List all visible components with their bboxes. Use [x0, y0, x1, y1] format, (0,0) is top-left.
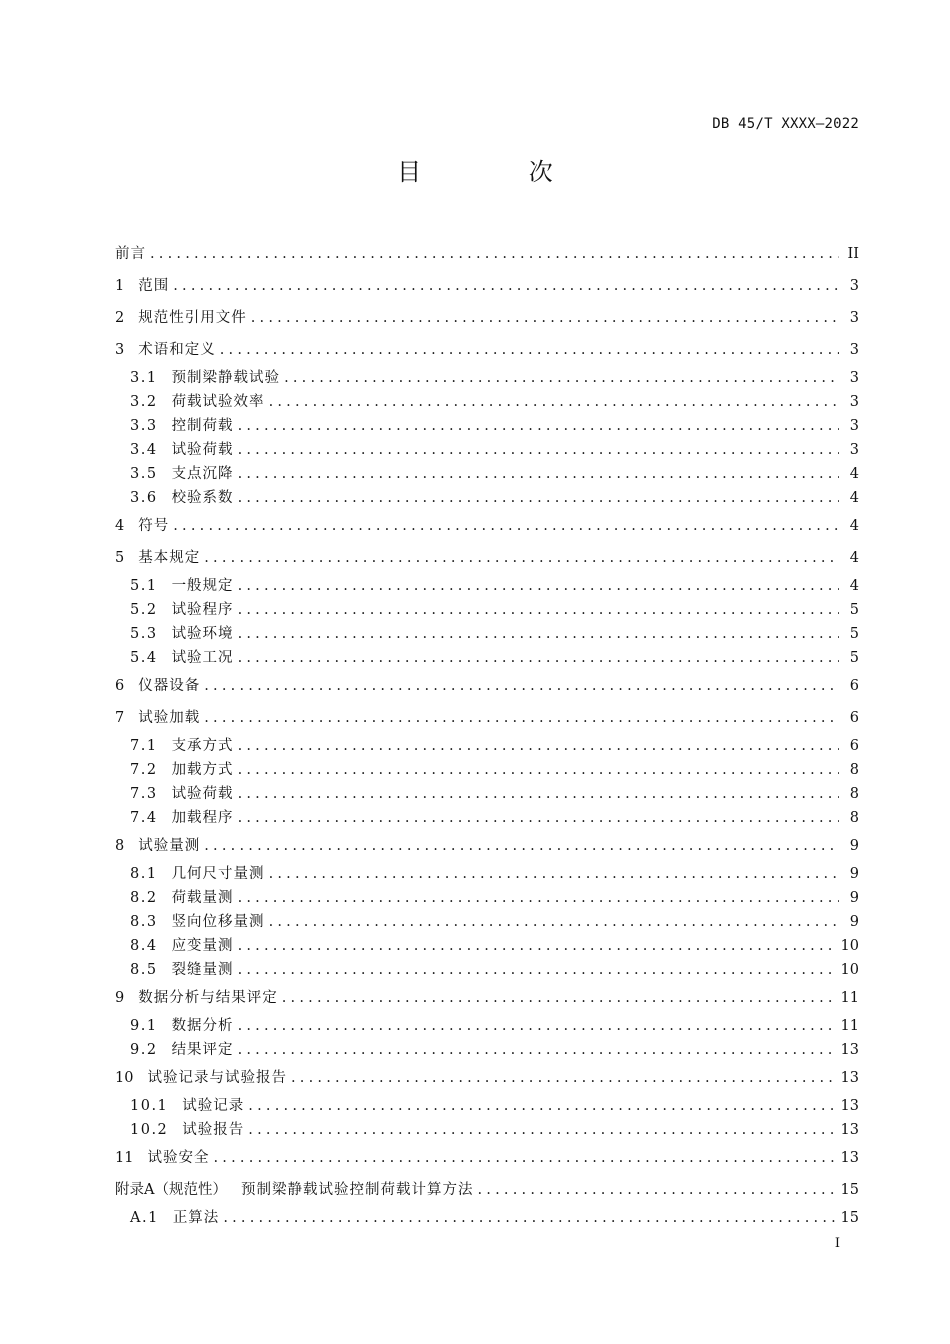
toc-entry-number: 5.3: [130, 626, 158, 642]
toc-entry-page: 8: [849, 762, 859, 778]
toc-entry-label: 基本规定: [138, 550, 201, 566]
toc-entry-label: 支承方式: [171, 738, 234, 754]
toc-entry-number: 6: [115, 678, 125, 694]
toc-entry[interactable]: [115, 734, 859, 758]
toc-entry-number: 1: [115, 278, 125, 294]
dot-leader: [282, 982, 835, 1014]
toc-entry-label: 荷载试验效率: [171, 394, 265, 410]
toc-entry-label: 前言: [115, 246, 146, 262]
toc-entry-number: 3.5: [130, 466, 158, 482]
toc-entry-page: 4: [849, 550, 859, 566]
toc-entry-number: 9: [115, 990, 125, 1006]
toc-entry-label: 范围: [138, 278, 170, 294]
toc-entry[interactable]: [115, 830, 859, 862]
dot-leader: [248, 1094, 834, 1118]
toc-entry-number: 3.3: [130, 418, 158, 434]
toc-entry-label: 符号: [138, 518, 170, 534]
toc-entry[interactable]: [115, 574, 859, 598]
toc-entry-number: 10.1: [130, 1098, 169, 1114]
toc-entry-number: 3: [115, 342, 125, 358]
toc-entry-number: 2: [115, 310, 125, 326]
toc-entry-page: 4: [849, 518, 859, 534]
dot-leader: [284, 366, 839, 390]
toc-entry[interactable]: [115, 598, 859, 622]
dot-leader: [213, 1142, 834, 1174]
dot-leader: [238, 646, 839, 670]
toc-entry-number: 5.1: [130, 578, 158, 594]
toc-entry-page: 15: [840, 1210, 859, 1226]
toc-entry-number: 3.1: [130, 370, 158, 386]
toc-entry[interactable]: [115, 366, 859, 390]
toc-entry[interactable]: [115, 670, 859, 702]
page-number: I: [834, 1236, 840, 1251]
toc-entry-page: 4: [849, 490, 859, 506]
toc-entry[interactable]: [115, 390, 859, 414]
dot-leader: [238, 486, 839, 510]
toc-entry-page: 5: [849, 626, 859, 642]
dot-leader: [173, 270, 839, 302]
dot-leader: [248, 1118, 834, 1142]
toc-entry-page: 10: [840, 938, 859, 954]
toc-entry[interactable]: [115, 1094, 859, 1118]
toc-entry-number: 8.4: [130, 938, 158, 954]
toc-entry[interactable]: [115, 622, 859, 646]
toc-entry-page: 5: [849, 602, 859, 618]
toc-entry-number: 7.4: [130, 810, 158, 826]
toc-entry[interactable]: [115, 646, 859, 670]
toc-entry-label: 试验荷载: [171, 786, 234, 802]
toc-entry-label: 试验记录与试验报告: [147, 1070, 287, 1086]
page-title: 目 次: [397, 158, 603, 186]
toc-entry-number: 5.2: [130, 602, 158, 618]
dot-leader: [238, 622, 839, 646]
toc-entry-page: 15: [840, 1182, 859, 1198]
toc-entry-label: 规范性引用文件: [138, 310, 247, 326]
toc-entry-page: 13: [840, 1098, 859, 1114]
toc-entry-page: 3: [849, 442, 859, 458]
toc-entry-page: 11: [840, 990, 859, 1006]
toc-entry-number: A.1: [130, 1210, 159, 1226]
toc-entry-label: 几何尺寸量测: [171, 866, 265, 882]
toc-entry-label: 校验系数: [171, 490, 234, 506]
toc-entry[interactable]: [115, 934, 859, 958]
toc-entry[interactable]: [115, 806, 859, 830]
toc-entry[interactable]: [115, 1118, 859, 1142]
dot-leader: [238, 462, 839, 486]
toc-entry-label: 加载方式: [171, 762, 234, 778]
dot-leader: [238, 438, 839, 462]
dot-leader: [204, 830, 839, 862]
toc-entry-label: 术语和定义: [138, 342, 216, 358]
toc-entry-page: 6: [849, 678, 859, 694]
toc-entry-label: 试验工况: [171, 650, 234, 666]
toc-entry[interactable]: [115, 782, 859, 806]
toc-entry-number: 11: [115, 1150, 134, 1166]
dot-leader: [238, 414, 839, 438]
toc-entry-label: 试验程序: [171, 602, 234, 618]
toc-entry-number: 7.3: [130, 786, 158, 802]
toc-entry-page: 9: [849, 914, 859, 930]
toc-entry[interactable]: [115, 302, 859, 334]
dot-leader: [238, 758, 839, 782]
toc-entry[interactable]: [115, 510, 859, 542]
dot-leader: [291, 1062, 835, 1094]
dot-leader: [150, 238, 839, 270]
dot-leader: [238, 958, 835, 982]
toc-entry-label: 试验安全: [147, 1150, 210, 1166]
toc-entry-page: 3: [849, 278, 859, 294]
toc-entry-label: 支点沉降: [171, 466, 234, 482]
toc-entry-page: 9: [849, 838, 859, 854]
toc-entry-page: II: [847, 246, 859, 262]
toc-entry-page: 4: [849, 578, 859, 594]
toc-entry-number: 3.2: [130, 394, 158, 410]
toc-entry[interactable]: [115, 910, 859, 934]
toc-entry[interactable]: [115, 702, 859, 734]
dot-leader: [238, 934, 835, 958]
toc-entry-page: 4: [849, 466, 859, 482]
toc-entry[interactable]: [115, 758, 859, 782]
toc-entry-number: 3.4: [130, 442, 158, 458]
toc-entry-page: 10: [840, 962, 859, 978]
toc-entry-number: 3.6: [130, 490, 158, 506]
toc-entry-label: 荷载量测: [171, 890, 234, 906]
toc-entry[interactable]: [115, 270, 859, 302]
toc-entry[interactable]: [115, 462, 859, 486]
toc-entry-number: 10.2: [130, 1122, 169, 1138]
dot-leader: [223, 1206, 834, 1230]
dot-leader: [238, 1014, 835, 1038]
toc-entry-page: 9: [849, 890, 859, 906]
toc-entry-label: 正算法: [172, 1210, 220, 1226]
toc-entry[interactable]: [115, 1014, 859, 1038]
toc-entry-label: 试验报告: [182, 1122, 245, 1138]
toc-entry-label: 竖向位移量测: [171, 914, 265, 930]
table-of-contents: [115, 238, 859, 1230]
toc-entry-label: 预制梁静载试验: [171, 370, 281, 386]
dot-leader: [220, 334, 839, 366]
dot-leader: [204, 542, 839, 574]
dot-leader: [204, 670, 839, 702]
dot-leader: [204, 702, 839, 734]
toc-entry[interactable]: [115, 958, 859, 982]
toc-entry-number: 9.2: [130, 1042, 158, 1058]
dot-leader: [269, 390, 839, 414]
toc-entry-page: 11: [840, 1018, 859, 1034]
toc-entry-number: 5: [115, 550, 125, 566]
dot-leader: [238, 598, 839, 622]
toc-entry-label: 试验荷载: [171, 442, 234, 458]
toc-entry-page: 13: [840, 1070, 859, 1086]
dot-leader: [238, 734, 839, 758]
toc-entry-label: 数据分析: [171, 1018, 234, 1034]
dot-leader: [238, 1038, 835, 1062]
toc-entry-label: 试验环境: [171, 626, 234, 642]
toc-entry-page: 3: [849, 418, 859, 434]
dot-leader: [251, 302, 839, 334]
toc-entry-page: 3: [849, 342, 859, 358]
toc-entry-number: 8: [115, 838, 125, 854]
toc-entry-page: 6: [849, 710, 859, 726]
toc-entry-label: 应变量测: [171, 938, 234, 954]
toc-entry-number: 7.1: [130, 738, 158, 754]
toc-entry-label: 数据分析与结果评定: [138, 990, 278, 1006]
dot-leader: [269, 910, 839, 934]
toc-entry-page: 3: [849, 394, 859, 410]
toc-entry[interactable]: [115, 1206, 859, 1230]
dot-leader: [238, 574, 839, 598]
toc-entry[interactable]: [115, 334, 859, 366]
toc-entry-number: 10: [115, 1070, 134, 1086]
toc-entry-label: 仪器设备: [138, 678, 201, 694]
toc-entry-number: 4: [115, 518, 125, 534]
toc-entry-label: 试验量测: [138, 838, 201, 854]
dot-leader: [238, 886, 839, 910]
toc-entry-page: 13: [840, 1150, 859, 1166]
toc-entry-page: 3: [849, 310, 859, 326]
toc-entry-number: 8.2: [130, 890, 158, 906]
toc-entry-number: 附录A（规范性）: [115, 1182, 227, 1198]
toc-entry-page: 3: [849, 370, 859, 386]
toc-entry[interactable]: [115, 886, 859, 910]
toc-entry[interactable]: [115, 1174, 859, 1206]
toc-entry-label: 预制梁静载试验控制荷载计算方法: [240, 1182, 474, 1198]
toc-entry-page: 6: [849, 738, 859, 754]
toc-entry-label: 试验加载: [138, 710, 201, 726]
toc-entry[interactable]: [115, 438, 859, 462]
toc-entry-number: 8.5: [130, 962, 158, 978]
dot-leader: [238, 806, 839, 830]
dot-leader: [477, 1174, 834, 1206]
dot-leader: [269, 862, 839, 886]
toc-entry-page: 13: [840, 1122, 859, 1138]
toc-entry[interactable]: [115, 238, 859, 270]
toc-entry-number: 9.1: [130, 1018, 158, 1034]
toc-entry-number: 8.1: [130, 866, 158, 882]
dot-leader: [238, 782, 839, 806]
toc-entry[interactable]: [115, 1142, 859, 1174]
toc-entry-number: 5.4: [130, 650, 158, 666]
toc-entry-label: 一般规定: [171, 578, 234, 594]
toc-entry-label: 控制荷载: [171, 418, 234, 434]
toc-entry-label: 结果评定: [171, 1042, 234, 1058]
toc-entry[interactable]: [115, 542, 859, 574]
toc-entry[interactable]: [115, 1062, 859, 1094]
toc-entry-label: 加载程序: [171, 810, 234, 826]
toc-entry-page: 8: [849, 810, 859, 826]
toc-entry[interactable]: [115, 862, 859, 886]
toc-entry-page: 9: [849, 866, 859, 882]
toc-entry-label: 裂缝量测: [171, 962, 234, 978]
toc-entry-page: 5: [849, 650, 859, 666]
toc-entry-page: 8: [849, 786, 859, 802]
dot-leader: [173, 510, 839, 542]
toc-entry-number: 8.3: [130, 914, 158, 930]
toc-entry-number: 7.2: [130, 762, 158, 778]
toc-entry-label: 试验记录: [182, 1098, 245, 1114]
toc-entry-number: 7: [115, 710, 125, 726]
doc-code: DB 45/T XXXX—2022: [712, 116, 859, 132]
toc-entry-page: 13: [840, 1042, 859, 1058]
toc-entry[interactable]: [115, 486, 859, 510]
toc-entry[interactable]: [115, 1038, 859, 1062]
toc-entry[interactable]: [115, 982, 859, 1014]
toc-entry[interactable]: [115, 414, 859, 438]
